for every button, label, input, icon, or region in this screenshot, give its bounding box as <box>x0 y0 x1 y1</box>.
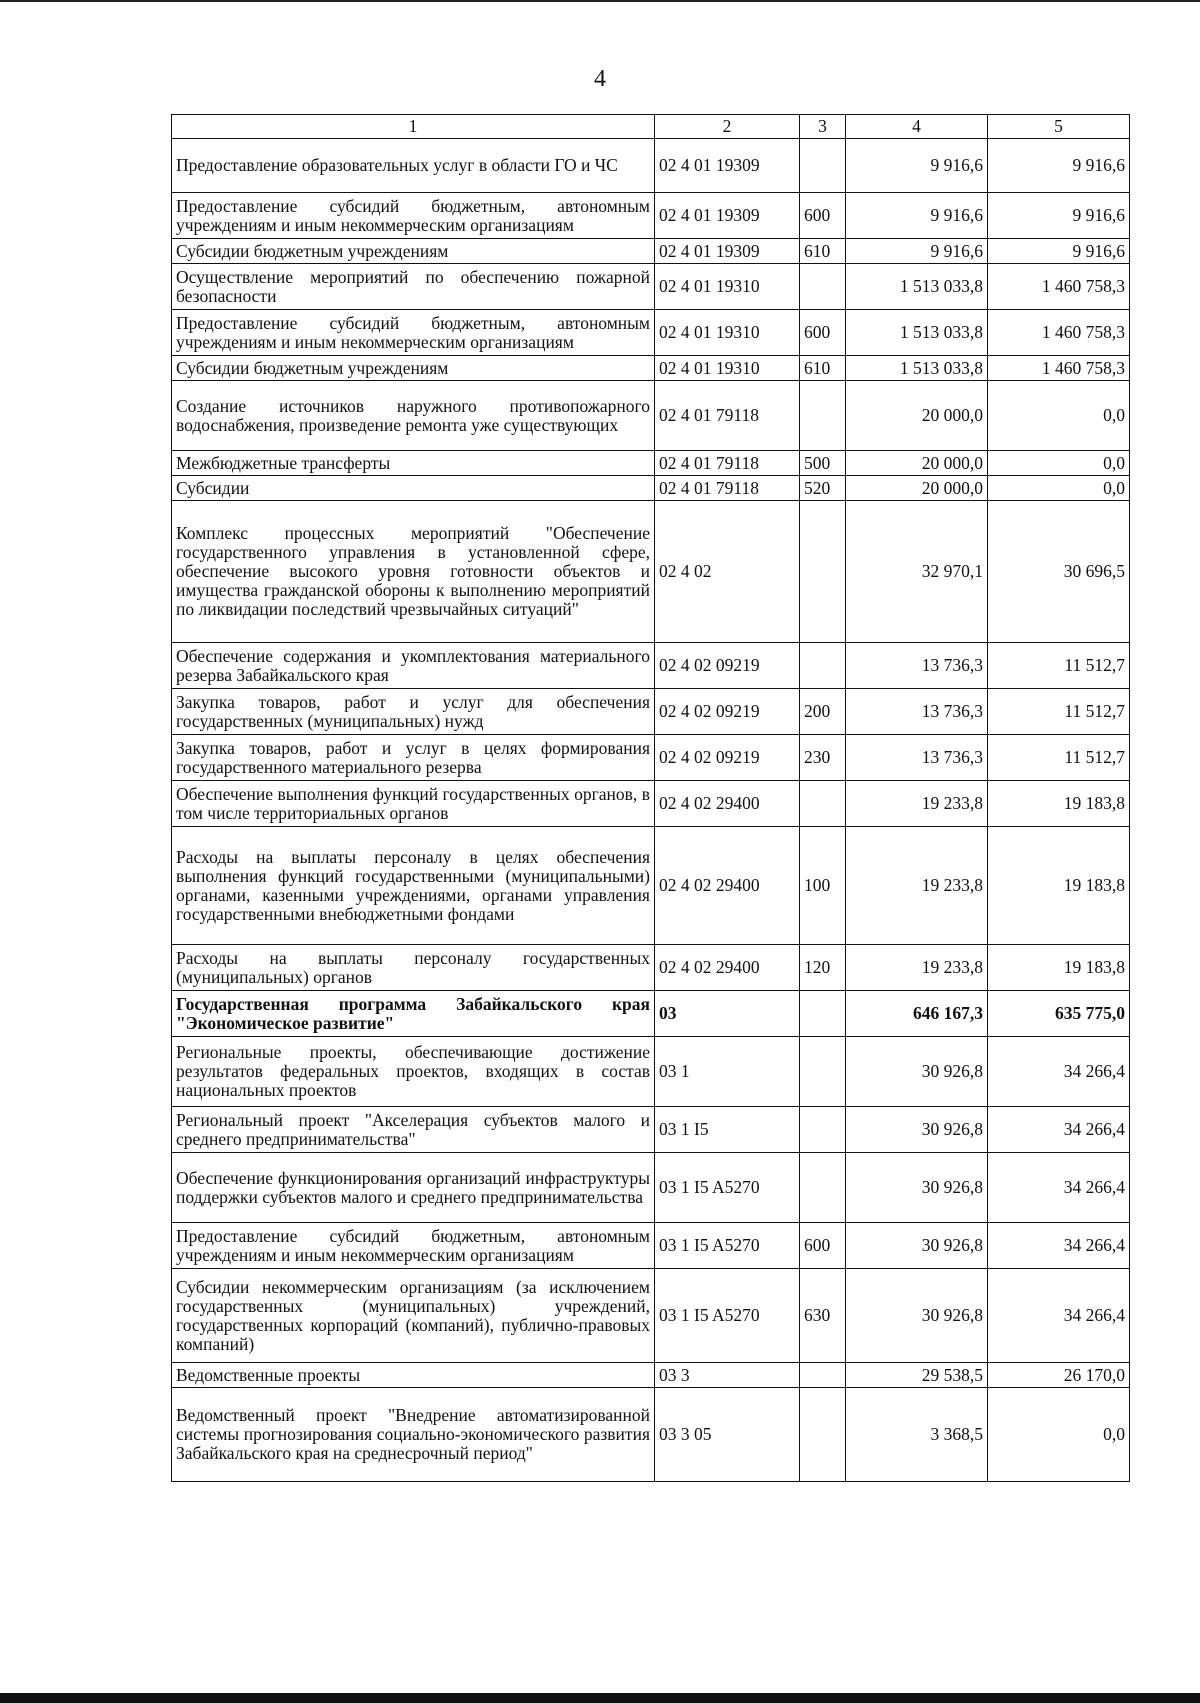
cell-sum2: 9 916,6 <box>988 239 1130 264</box>
cell-name: Региональные проекты, обеспечивающие достижение результатов федеральных проектов, входящих в состав национальных проектов <box>172 1037 655 1107</box>
cell-sum2: 11 512,7 <box>988 643 1130 689</box>
cell-sum2: 0,0 <box>988 451 1130 476</box>
cell-vr: 200 <box>800 689 846 735</box>
cell-sum1: 9 916,6 <box>846 239 988 264</box>
cell-sum2: 19 183,8 <box>988 827 1130 945</box>
cell-sum2: 11 512,7 <box>988 689 1130 735</box>
cell-vr <box>800 1153 846 1223</box>
cell-code: 02 4 01 19309 <box>655 139 800 193</box>
table-row <box>172 1388 1130 1482</box>
cell-code: 02 4 01 79118 <box>655 476 800 501</box>
cell-vr <box>800 1107 846 1153</box>
cell-code: 03 1 I5 A5270 <box>655 1153 800 1223</box>
cell-code: 03 1 I5 A5270 <box>655 1223 800 1269</box>
cell-code: 02 4 02 09219 <box>655 735 800 781</box>
cell-sum1: 20 000,0 <box>846 381 988 451</box>
cell-code: 02 4 01 19310 <box>655 310 800 356</box>
cell-name: Предоставление субсидий бюджетным, автономным учреждениям и иным некоммерческим организациям <box>172 310 655 356</box>
cell-vr <box>800 1037 846 1107</box>
cell-name: Субсидии бюджетным учреждениям <box>172 356 655 381</box>
cell-code: 02 4 01 19310 <box>655 356 800 381</box>
column-header: 2 <box>655 115 800 139</box>
table-row <box>172 1037 1130 1107</box>
table-row <box>172 1107 1130 1153</box>
cell-sum2: 26 170,0 <box>988 1363 1130 1388</box>
cell-sum1: 9 916,6 <box>846 193 988 239</box>
cell-vr <box>800 264 846 310</box>
table-row <box>172 735 1130 781</box>
cell-sum2: 0,0 <box>988 381 1130 451</box>
cell-code: 02 4 02 <box>655 501 800 643</box>
cell-code: 03 1 <box>655 1037 800 1107</box>
cell-code: 02 4 01 19309 <box>655 193 800 239</box>
cell-code: 02 4 02 29400 <box>655 827 800 945</box>
cell-sum2: 0,0 <box>988 476 1130 501</box>
table-row <box>172 476 1130 501</box>
cell-name: Региональный проект "Акселерация субъектов малого и среднего предпринимательства" <box>172 1107 655 1153</box>
cell-vr <box>800 1388 846 1482</box>
table-row <box>172 991 1130 1037</box>
cell-vr <box>800 381 846 451</box>
cell-name: Обеспечение содержания и укомплектования материального резерва Забайкальского края <box>172 643 655 689</box>
table-row <box>172 945 1130 991</box>
cell-sum2: 1 460 758,3 <box>988 264 1130 310</box>
cell-code: 02 4 02 09219 <box>655 689 800 735</box>
cell-name: Субсидии бюджетным учреждениям <box>172 239 655 264</box>
cell-name: Ведомственные проекты <box>172 1363 655 1388</box>
cell-vr <box>800 501 846 643</box>
cell-vr <box>800 781 846 827</box>
cell-sum2: 0,0 <box>988 1388 1130 1482</box>
table-row <box>172 1363 1130 1388</box>
table-row <box>172 356 1130 381</box>
cell-name: Государственная программа Забайкальского края "Экономическое развитие" <box>172 991 655 1037</box>
cell-vr: 630 <box>800 1269 846 1363</box>
cell-sum1: 30 926,8 <box>846 1107 988 1153</box>
cell-sum1: 9 916,6 <box>846 139 988 193</box>
cell-code: 02 4 02 29400 <box>655 781 800 827</box>
cell-vr: 600 <box>800 310 846 356</box>
cell-name: Закупка товаров, работ и услуг для обеспечения государственных (муниципальных) нужд <box>172 689 655 735</box>
cell-sum1: 19 233,8 <box>846 827 988 945</box>
cell-sum2: 19 183,8 <box>988 945 1130 991</box>
cell-sum2: 34 266,4 <box>988 1223 1130 1269</box>
cell-code: 02 4 01 19310 <box>655 264 800 310</box>
cell-code: 02 4 02 29400 <box>655 945 800 991</box>
cell-name: Комплекс процессных мероприятий "Обеспечение государственного управления в установленной сфере, обеспечение высокого уровня готовности объектов и имущества гражданской обороны к выполнению мероприятий по ликвидации последствий чрезвычайных ситуаций" <box>172 501 655 643</box>
cell-name: Предоставление субсидий бюджетным, автономным учреждениям и иным некоммерческим организациям <box>172 193 655 239</box>
cell-vr <box>800 991 846 1037</box>
table-row <box>172 781 1130 827</box>
table-row <box>172 451 1130 476</box>
cell-sum2: 34 266,4 <box>988 1269 1130 1363</box>
cell-code: 02 4 01 79118 <box>655 381 800 451</box>
cell-name: Создание источников наружного противопожарного водоснабжения, произведение ремонта уже существующих <box>172 381 655 451</box>
cell-vr: 120 <box>800 945 846 991</box>
cell-sum2: 34 266,4 <box>988 1037 1130 1107</box>
cell-vr: 600 <box>800 1223 846 1269</box>
scan-edge-bottom <box>0 1693 1200 1703</box>
column-header: 5 <box>988 115 1130 139</box>
cell-name: Субсидии некоммерческим организациям (за исключением государственных (муниципальных) учреждений, государственных корпораций (компаний), публично-правовых компаний) <box>172 1269 655 1363</box>
cell-code: 02 4 01 19309 <box>655 239 800 264</box>
cell-name: Закупка товаров, работ и услуг в целях формирования государственного материального резерва <box>172 735 655 781</box>
table-row <box>172 310 1130 356</box>
cell-sum1: 13 736,3 <box>846 735 988 781</box>
budget-table <box>171 114 1130 1482</box>
cell-code: 03 3 <box>655 1363 800 1388</box>
cell-sum2: 1 460 758,3 <box>988 310 1130 356</box>
cell-vr: 500 <box>800 451 846 476</box>
cell-vr <box>800 1363 846 1388</box>
cell-name: Расходы на выплаты персоналу в целях обеспечения выполнения функций государственными (муниципальными) органами, казенными учреждениями, органами управления государственными внебюджетными фондами <box>172 827 655 945</box>
cell-name: Расходы на выплаты персоналу государственных (муниципальных) органов <box>172 945 655 991</box>
cell-name: Осуществление мероприятий по обеспечению пожарной безопасности <box>172 264 655 310</box>
cell-name: Ведомственный проект "Внедрение автоматизированной системы прогнозирования социально-экономического развития Забайкальского края на среднесрочный период" <box>172 1388 655 1482</box>
table-row <box>172 193 1130 239</box>
cell-sum1: 30 926,8 <box>846 1269 988 1363</box>
table-row <box>172 264 1130 310</box>
cell-sum2: 30 696,5 <box>988 501 1130 643</box>
cell-code: 03 1 I5 A5270 <box>655 1269 800 1363</box>
page-number: 4 <box>594 66 606 92</box>
cell-vr: 100 <box>800 827 846 945</box>
table-row <box>172 1153 1130 1223</box>
column-header: 1 <box>172 115 655 139</box>
cell-name: Субсидии <box>172 476 655 501</box>
column-header: 3 <box>800 115 846 139</box>
table-row <box>172 381 1130 451</box>
cell-sum2: 9 916,6 <box>988 193 1130 239</box>
cell-name: Предоставление субсидий бюджетным, автономным учреждениям и иным некоммерческим организациям <box>172 1223 655 1269</box>
cell-sum2: 9 916,6 <box>988 139 1130 193</box>
cell-vr: 520 <box>800 476 846 501</box>
cell-sum2: 19 183,8 <box>988 781 1130 827</box>
cell-sum2: 34 266,4 <box>988 1153 1130 1223</box>
cell-sum1: 13 736,3 <box>846 689 988 735</box>
cell-code: 03 <box>655 991 800 1037</box>
cell-name: Обеспечение выполнения функций государственных органов, в том числе территориальных органов <box>172 781 655 827</box>
table-row <box>172 1223 1130 1269</box>
cell-vr: 610 <box>800 239 846 264</box>
scan-edge-top <box>0 0 1200 2</box>
table-body <box>172 139 1130 1482</box>
cell-vr: 610 <box>800 356 846 381</box>
cell-sum1: 30 926,8 <box>846 1153 988 1223</box>
cell-sum1: 30 926,8 <box>846 1037 988 1107</box>
cell-sum1: 20 000,0 <box>846 476 988 501</box>
cell-sum2: 1 460 758,3 <box>988 356 1130 381</box>
cell-sum1: 1 513 033,8 <box>846 310 988 356</box>
cell-vr: 600 <box>800 193 846 239</box>
cell-name: Обеспечение функционирования организаций инфраструктуры поддержки субъектов малого и среднего предпринимательства <box>172 1153 655 1223</box>
cell-code: 03 1 I5 <box>655 1107 800 1153</box>
table-row <box>172 827 1130 945</box>
cell-sum2: 11 512,7 <box>988 735 1130 781</box>
cell-sum1: 1 513 033,8 <box>846 356 988 381</box>
cell-sum1: 646 167,3 <box>846 991 988 1037</box>
cell-sum1: 30 926,8 <box>846 1223 988 1269</box>
column-header: 4 <box>846 115 988 139</box>
table-header-row <box>172 115 1130 139</box>
cell-name: Межбюджетные трансферты <box>172 451 655 476</box>
cell-sum2: 34 266,4 <box>988 1107 1130 1153</box>
table-row <box>172 139 1130 193</box>
table-row <box>172 643 1130 689</box>
cell-sum1: 29 538,5 <box>846 1363 988 1388</box>
cell-sum1: 19 233,8 <box>846 945 988 991</box>
table-row <box>172 1269 1130 1363</box>
cell-vr <box>800 139 846 193</box>
table-row <box>172 501 1130 643</box>
cell-code: 03 3 05 <box>655 1388 800 1482</box>
cell-code: 02 4 01 79118 <box>655 451 800 476</box>
cell-vr <box>800 643 846 689</box>
cell-sum1: 3 368,5 <box>846 1388 988 1482</box>
cell-sum2: 635 775,0 <box>988 991 1130 1037</box>
table-row <box>172 239 1130 264</box>
cell-sum1: 20 000,0 <box>846 451 988 476</box>
cell-sum1: 13 736,3 <box>846 643 988 689</box>
cell-sum1: 19 233,8 <box>846 781 988 827</box>
cell-code: 02 4 02 09219 <box>655 643 800 689</box>
cell-sum1: 1 513 033,8 <box>846 264 988 310</box>
cell-vr: 230 <box>800 735 846 781</box>
cell-name: Предоставление образовательных услуг в области ГО и ЧС <box>172 139 655 193</box>
table-row <box>172 689 1130 735</box>
cell-sum1: 32 970,1 <box>846 501 988 643</box>
